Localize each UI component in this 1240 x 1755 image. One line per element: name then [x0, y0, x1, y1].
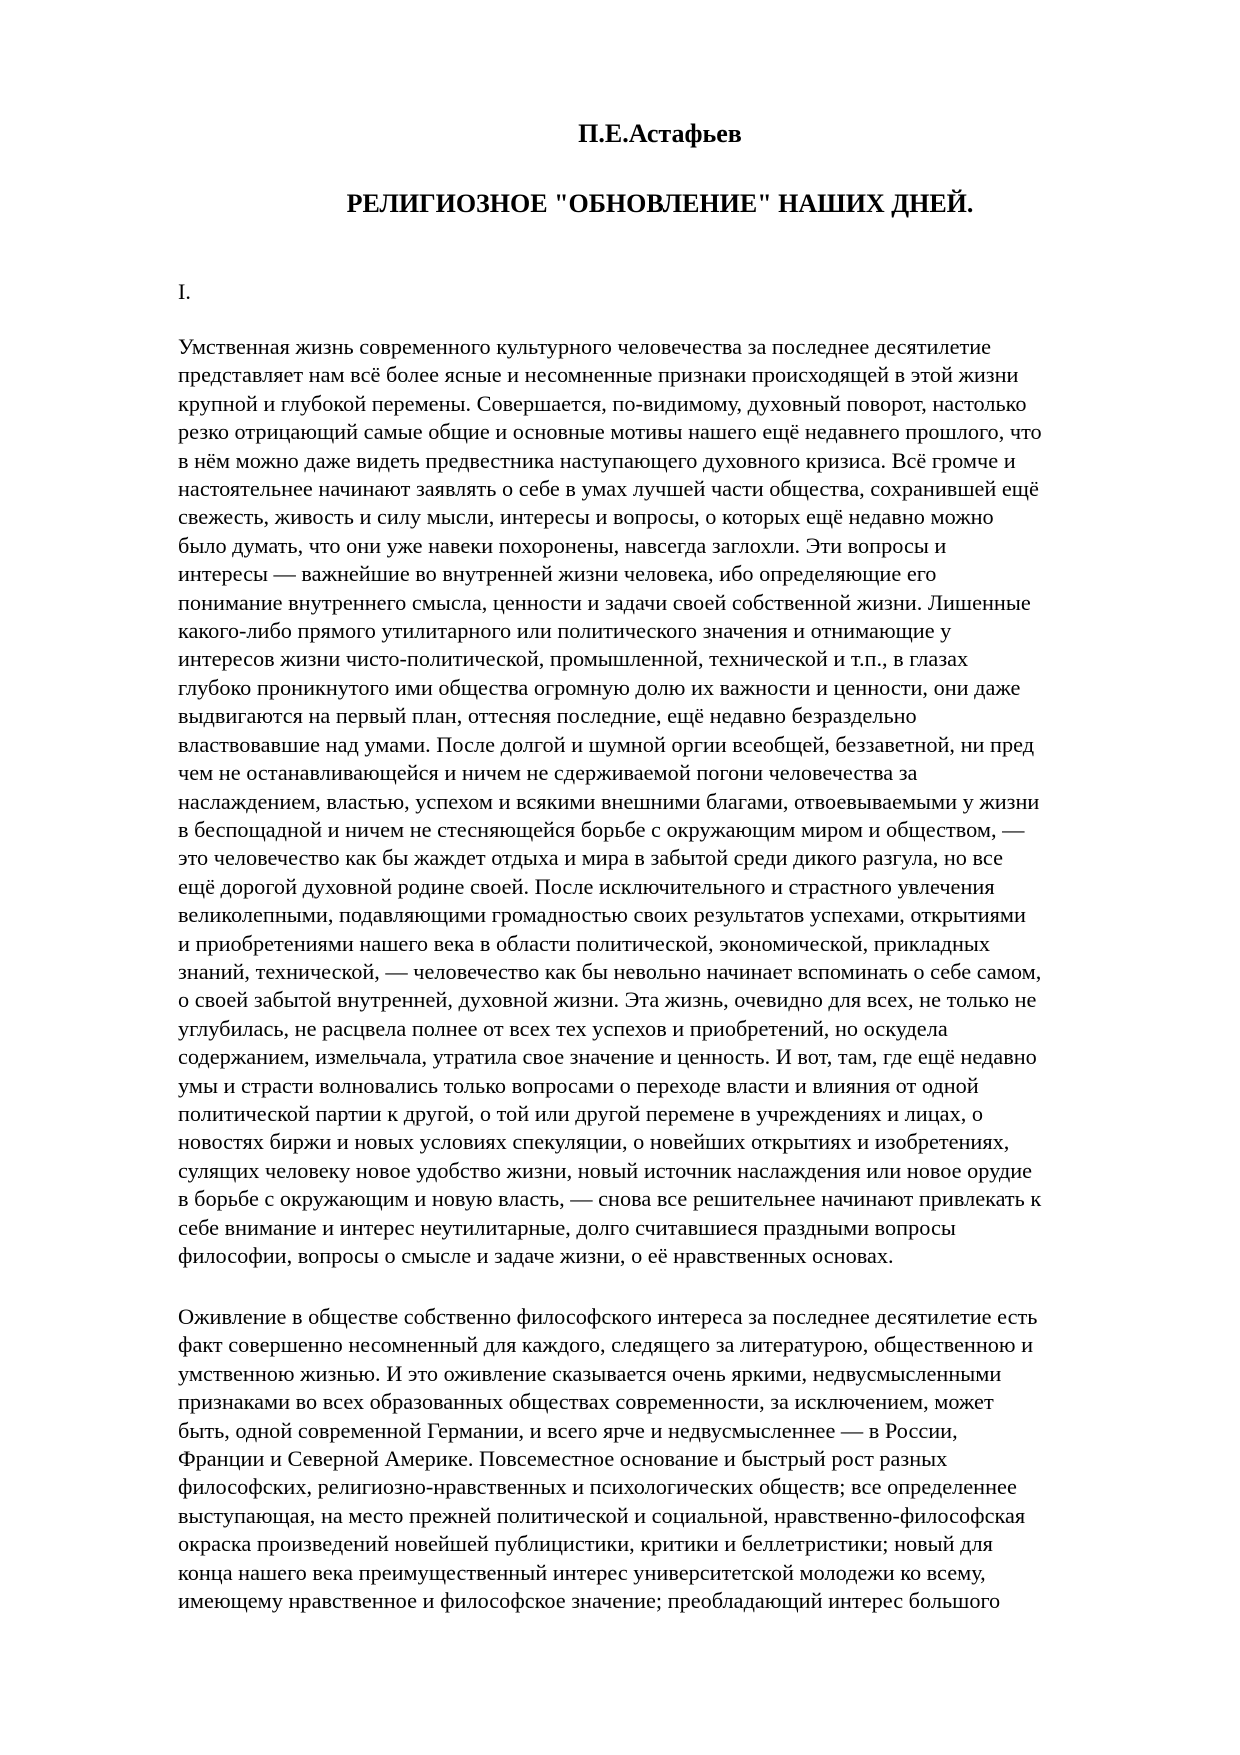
text-line: в нём можно даже видеть предвестника наступающего духовного кризиса. Всё громче и [178, 447, 1016, 473]
text-line: это человечество как бы жаждет отдыха и мира в забытой среди дикого разгула, но все [178, 845, 1003, 871]
text-line: интересы — важнейшие во внутренней жизни человека, ибо определяющие его [178, 561, 937, 587]
text-line: наслаждением, властью, успехом и всякими внешними благами, отвоевываемыми у жизни [178, 788, 1040, 814]
text-line: властвовавшие над умами. После долгой и шумной оргии всеобщей, беззаветной, ни пред [178, 731, 1035, 757]
text-line: крупной и глубокой перемены. Совершается, по-видимому, духовный поворот, настолько [178, 390, 1027, 416]
text-line: чем не останавливающейся и ничем не сдерживаемой погони человечества за [178, 760, 918, 786]
document-title: РЕЛИГИОЗНОЕ "ОБНОВЛЕНИЕ" НАШИХ ДНЕЙ. [346, 189, 974, 218]
text-line: факт совершенно несомненный для каждого, следящего за литературою, общественною и [178, 1332, 1034, 1358]
text-line: выдвигаются на первый план, оттесняя последние, ещё недавно безраздельно [178, 703, 917, 729]
text-line: окраска произведений новейшей публицистики, критики и беллетристики; новый для [178, 1531, 993, 1557]
author-name: П.Е.Астафьев [578, 119, 742, 148]
text-line: резко отрицающий самые общие и основные мотивы нашего ещё недавнего прошлого, что [178, 419, 1042, 445]
text-line: углубилась, не расцвела полнее от всех тех успехов и приобретений, но оскудела [178, 1015, 948, 1041]
text-line: философии, вопросы о смысле и задаче жизни, о её нравственных основах. [178, 1243, 894, 1268]
text-line: новостях биржи и новых условиях спекуляции, о новейших открытиях и изобретениях, [178, 1129, 1010, 1155]
text-line: Оживление в обществе собственно философского интереса за последнее десятилетие есть [178, 1304, 1038, 1329]
text-line: Франции и Северной Америке. Повсеместное основание и быстрый рост разных [178, 1446, 948, 1472]
text-line: ещё дорогой духовной родине своей. После исключительного и страстного увлечения [178, 873, 995, 899]
text-line: великолепными, подавляющими громадностью своих результатов успехами, открытиями [178, 902, 1026, 928]
text-line: в борьбе с окружающим и новую власть, — снова все решительнее начинают привлекать к [178, 1186, 1042, 1212]
text-line: конца нашего века преимущественный интерес университетской молодежи ко всему, [178, 1559, 986, 1585]
text-line: политической партии к другой, о той или другой перемене в учреждениях и лицах, о [178, 1100, 983, 1126]
text-line: в беспощадной и ничем не стесняющейся борьбе с окружающим миром и обществом, — [178, 816, 1025, 842]
text-line: признаками во всех образованных обществах современности, за исключением, может [178, 1389, 994, 1415]
text-line: настоятельнее начинают заявлять о себе в умах лучшей части общества, сохранившей ещё [178, 476, 1039, 502]
text-line: умы и страсти волновались только вопросами о переходе власти и влияния от одной [178, 1072, 979, 1098]
paragraph-1 [178, 333, 1158, 1270]
text-line: сулящих человеку новое удобство жизни, новый источник наслаждения или новое орудие [178, 1157, 1033, 1183]
text-line: и приобретениями нашего века в области политической, экономической, прикладных [178, 930, 991, 956]
text-line: имеющему нравственное и философское значение; преобладающий интерес большого [178, 1588, 1001, 1614]
paragraph-2 [178, 1303, 1158, 1615]
section-number: I. [178, 279, 191, 304]
text-line: интересов жизни чисто-политической, промышленной, технической и т.п., в глазах [178, 646, 969, 672]
text-line: знаний, технической, — человечество как бы невольно начинает вспоминать о себе самом, [178, 958, 1042, 984]
text-line: глубоко проникнутого ими общества огромную долю их важности и ценности, они даже [178, 674, 1021, 700]
text-line: представляет нам всё более ясные и несомненные признаки происходящей в этой жизни [178, 362, 1019, 388]
text-line: философских, религиозно-нравственных и психологических обществ; все определеннее [178, 1474, 1017, 1500]
text-line: быть, одной современной Германии, и всего ярче и недвусмысленнее — в России, [178, 1417, 958, 1443]
text-line: о своей забытой внутренней, духовной жизни. Эта жизнь, очевидно для всех, не только не [178, 987, 1037, 1013]
text-line: себе внимание и интерес неутилитарные, долго считавшиеся праздными вопросы [178, 1214, 956, 1240]
text-line: содержанием, измельчала, утратила свое значение и ценность. И вот, там, где ещё недавно [178, 1044, 1037, 1070]
text-line: какого-либо прямого утилитарного или политического значения и отнимающие у [178, 618, 952, 644]
text-line: умственною жизнью. И это оживление сказывается очень яркими, недвусмысленными [178, 1360, 1002, 1386]
text-line: свежесть, живость и силу мысли, интересы и вопросы, о которых ещё недавно можно [178, 504, 994, 530]
text-line: выступающая, на место прежней политической и социальной, нравственно-философская [178, 1502, 1026, 1528]
text-line: понимание внутреннего смысла, ценности и задачи своей собственной жизни. Лишенные [178, 589, 1031, 615]
text-line: было думать, что они уже навеки похоронены, навсегда заглохли. Эти вопросы и [178, 532, 947, 558]
text-line: Умственная жизнь современного культурного человечества за последнее десятилетие [178, 334, 992, 359]
